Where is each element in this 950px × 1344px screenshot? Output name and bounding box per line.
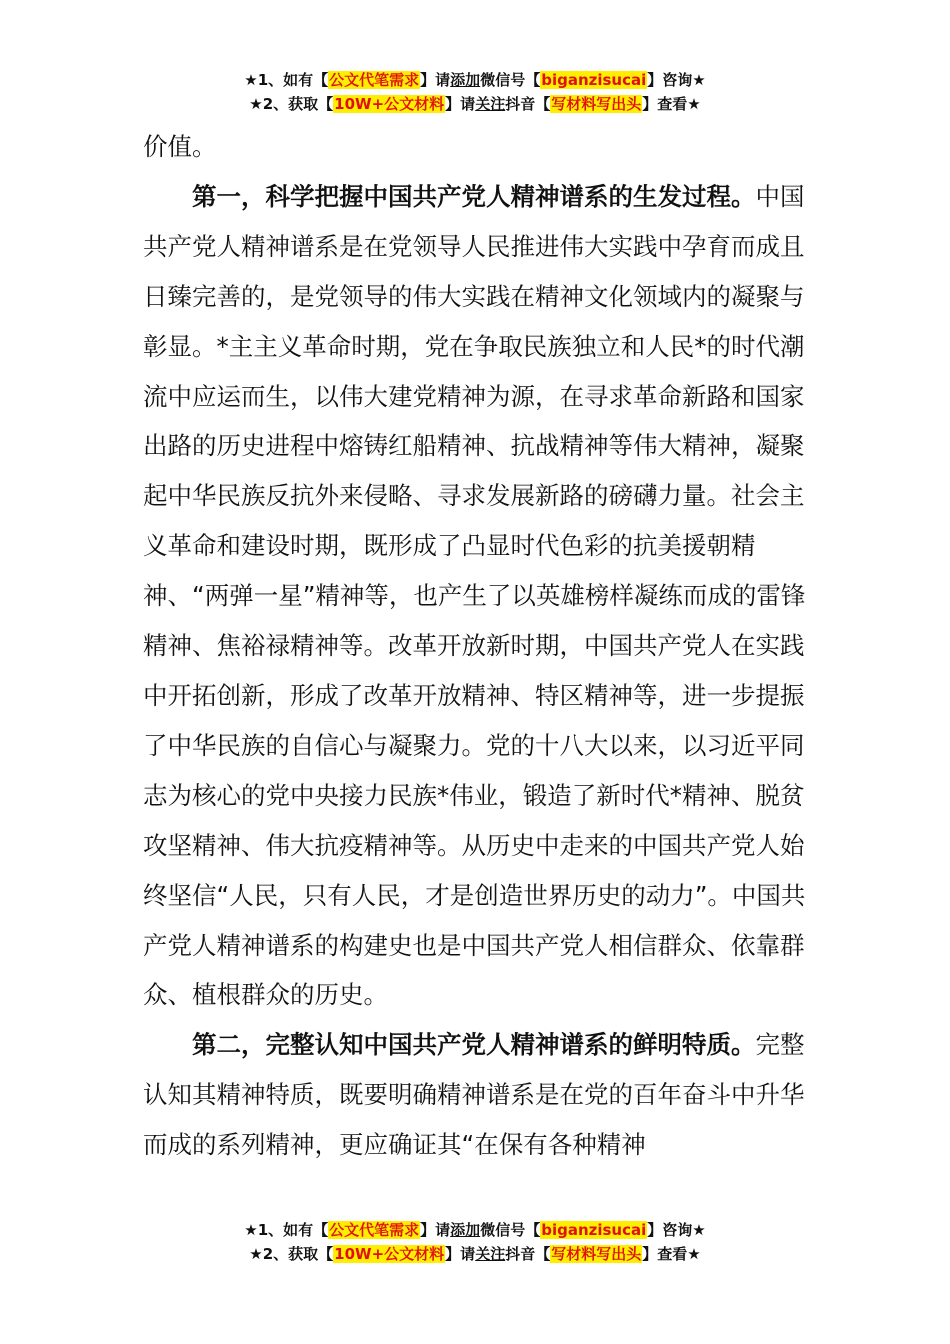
banner-line-1: [0, 1218, 950, 1242]
banner-text: 2、获取【: [262, 1245, 334, 1263]
star-icon: ★: [244, 1221, 258, 1239]
banner-text: 微信号【: [480, 1221, 541, 1239]
banner-highlight: 10W+公文材料: [334, 1245, 445, 1263]
banner-highlight: biganzisucai: [541, 71, 647, 89]
banner-text: 微信号【: [480, 71, 541, 89]
bottom-banner: [0, 1218, 950, 1266]
banner-text: 2、获取【: [262, 95, 334, 113]
star-icon: ★: [244, 71, 258, 89]
star-icon: ★: [692, 71, 706, 89]
star-icon: ★: [692, 1221, 706, 1239]
banner-underlined: 关注: [475, 95, 506, 113]
banner-highlight: 写材料写出头: [551, 95, 642, 113]
banner-text: 1、如有【: [257, 71, 329, 89]
banner-text: 】请: [445, 1245, 476, 1263]
banner-highlight: 公文代笔需求: [329, 71, 420, 89]
section-1-heading: 第一，科学把握中国共产党人精神谱系的生发过程。: [192, 181, 756, 211]
section-2-paragraph: [143, 1020, 807, 1170]
banner-underlined: 添加: [450, 71, 481, 89]
banner-highlight: biganzisucai: [541, 1221, 647, 1239]
star-icon: ★: [249, 1245, 263, 1263]
section-1-paragraph: [143, 172, 807, 1020]
star-icon: ★: [249, 95, 263, 113]
banner-highlight: 10W+公文材料: [334, 95, 445, 113]
banner-text: 抖音【: [505, 95, 551, 113]
banner-text: 】请: [420, 1221, 451, 1239]
top-banner: [0, 68, 950, 116]
banner-highlight: 公文代笔需求: [329, 1221, 420, 1239]
banner-line-2: [0, 92, 950, 116]
banner-text: 】咨询: [647, 1221, 693, 1239]
banner-text: 】请: [420, 71, 451, 89]
opening-fragment: 价值。: [143, 132, 217, 161]
section-2-heading: 第二，完整认知中国共产党人精神谱系的鲜明特质。: [192, 1030, 756, 1060]
banner-text: 】咨询: [647, 71, 693, 89]
section-1-text: 中国共产党人精神谱系是在党领导人民推进伟大实践中孕育而成且日臻完善的，是党领导的伟大实践在精神文化领域内的凝聚与彰显。*主主义革命时期，党在争取民族独立和人民*的时代潮流中应运而生，以伟大建党精神为源，在寻求革命新路和国家出路的历史进程中熔铸红船精神、抗战精神等伟大精神，凝聚起中华民族反抗外来侵略、寻求发展新路的磅礴力量。社会主义革命和建设时期，既形成了凸显时代色彩的抗美援朝精神、“两弹一星”精神等，也产生了以英雄榜样凝练而成的雷锋精神、焦裕禄精神等。改革开放新时期，中国共产党人在实践中开拓创新，形成了改革开放精神、特区精神等，进一步提振了中华民族的自信心与凝聚力。党的十八大以来，以习近平同志为核心的党中央接力民族*伟业，锻造了新时代*精神、脱贫攻坚精神、伟大抗疫精神等。从历史中走来的中国共产党人始终坚信“人民，只有人民，才是创造世界历史的动力”。中国共产党人精神谱系的构建史也是中国共产党人相信群众、依靠群众、植根群众的历史。: [143, 181, 806, 1010]
banner-line-1: [0, 68, 950, 92]
banner-text: 1、如有【: [257, 1221, 329, 1239]
banner-underlined: 关注: [475, 1245, 506, 1263]
banner-text: 】查看: [642, 95, 688, 113]
banner-text: 】查看: [642, 1245, 688, 1263]
document-body: [143, 122, 807, 1170]
banner-underlined: 添加: [450, 1221, 481, 1239]
banner-text: 】请: [445, 95, 476, 113]
section-2-text: 完整认知其精神特质，既要明确精神谱系是在党的百年奋斗中升华而成的系列精神，更应确证其“在保有各种精神: [143, 1030, 805, 1160]
star-icon: ★: [687, 95, 701, 113]
star-icon: ★: [687, 1245, 701, 1263]
banner-highlight: 写材料写出头: [551, 1245, 642, 1263]
banner-text: 抖音【: [505, 1245, 551, 1263]
banner-line-2: [0, 1242, 950, 1266]
